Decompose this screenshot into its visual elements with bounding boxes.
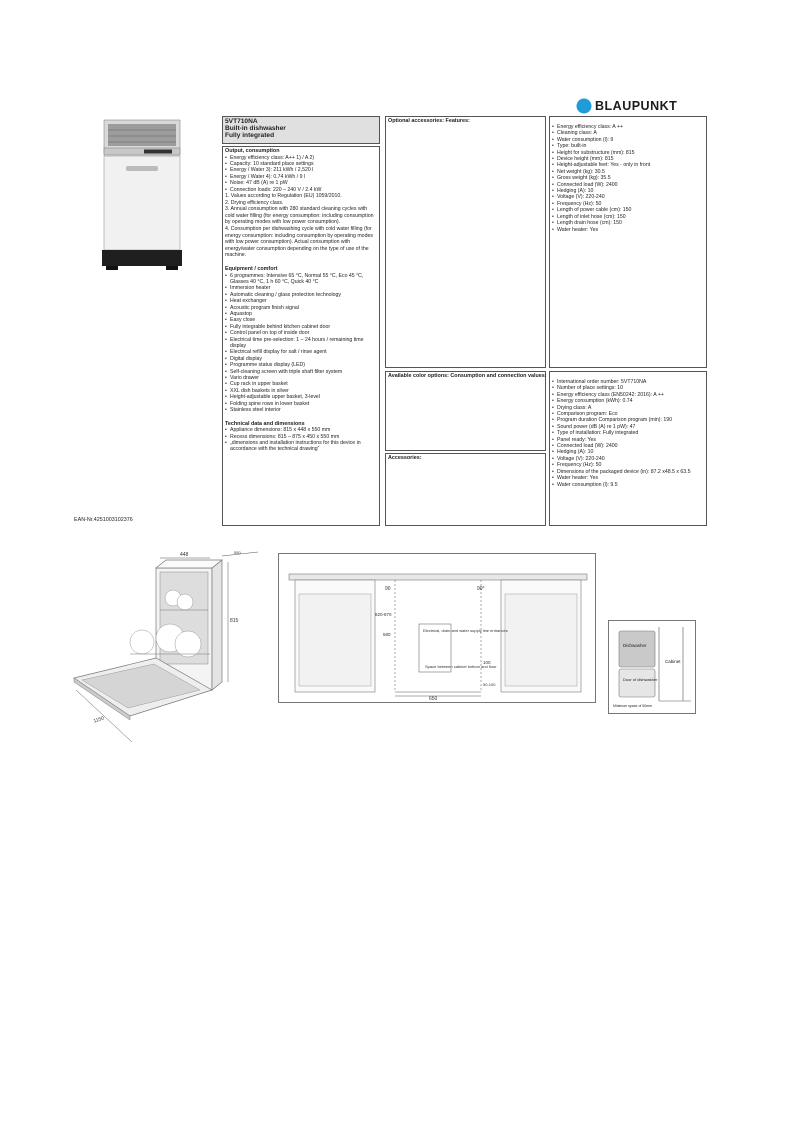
list-item: • Connected load (W): 2400 [552, 443, 704, 449]
technical-list [225, 427, 377, 453]
dim-depth-open-label: 1150 [92, 715, 105, 725]
list-item: • Dimensions of the packaged device (in): 87.2 x48.5 x 63.5 [552, 469, 704, 475]
dim-height-label: 815 [230, 618, 239, 624]
dim-650-label: 650 [429, 696, 438, 702]
list-item: • Water heater: Yes [552, 227, 704, 233]
list-item: • 6 programmes: Intensive 65 °C, Normal 55 °C, Eco 45 °C, Glasses 40 °C, 1 h 60 °C, Quick 40 °C [225, 273, 377, 286]
list-item: • Frequency (Hz): 50 [552, 462, 704, 468]
list-item: • Cup rack in upper basket [225, 381, 377, 387]
values-list [552, 379, 704, 488]
list-item: • Cleaning class: A [552, 130, 704, 136]
output-list [225, 155, 377, 193]
list-item: • Stainless steel interior [225, 407, 377, 413]
list-item: • Noise: 47 dB (A) re 1 pW [225, 180, 377, 186]
list-item: • Easy close [225, 317, 377, 323]
list-item: • Program duration Comparison program (min): 190 [552, 417, 704, 423]
list-item: • Length of inlet hose (cm): 150 [552, 214, 704, 220]
list-item: • Vario drawer [225, 375, 377, 381]
list-item: • Type: built-in [552, 143, 704, 149]
list-item: • Water heater: Yes [552, 475, 704, 481]
list-item: • Connection loads: 220 – 240 V / 2.4 kW [225, 187, 377, 193]
entrance-note [423, 628, 508, 633]
brand-logo [576, 96, 677, 116]
list-item: • Appliance dimensions: 815 x 448 x 550 mm [225, 427, 377, 433]
list-item: • Connected load (W): 2400 [552, 182, 704, 188]
list-item: • Energy / Water 3): 211 kWh / 2,520 l [225, 167, 377, 173]
angle-left-label: 90 [385, 586, 391, 592]
ean-number: EAN-Nr.4251003102376 [74, 517, 133, 523]
brand-name: BLAUPUNKT [595, 99, 678, 113]
list-item: • Heat exchanger [225, 298, 377, 304]
angle-right-label: 90° [477, 586, 485, 592]
list-item: • Water consumption (l): 9 [552, 137, 704, 143]
list-item: • Net weight (kg): 30.5 [552, 169, 704, 175]
list-item: • Number of place settings: 10 [552, 385, 704, 391]
list-item: • Fully integrable behind kitchen cabinet door [225, 324, 377, 330]
consumption-values-box [549, 371, 707, 526]
brand-logo-icon [576, 98, 592, 114]
list-item: • Control panel on top of inside door [225, 330, 377, 336]
dishwasher-label: Dishwasher [623, 643, 647, 648]
product-type: Built-in dishwasher [225, 125, 286, 133]
list-item: • Automatic cleaning / glass protection technology [225, 292, 377, 298]
list-item: • Panel ready: Yes [552, 437, 704, 443]
technical-title: Technical data and dimensions [225, 420, 305, 427]
note: 1. Values according to Regulation (EU) 1059/2010. [225, 193, 342, 200]
list-item: • Electrical time pre-selection: 1 – 24 hours / remaining time display [225, 337, 377, 350]
list-item: • Water consumption (l): 9.5 [552, 482, 704, 488]
equipment-title: Equipment / comfort [225, 265, 278, 272]
list-item: • „dimensions and installation instructions for this device in accordance with the technical drawing“ [225, 440, 377, 453]
entrance-note-text: Electrical, drain and water supply line entrances [423, 628, 508, 633]
list-item: • Voltage (V): 220-240 [552, 194, 704, 200]
list-item: • Energy efficiency class: A++ 1) / A 2) [225, 155, 377, 161]
list-item: • Comparison program: Eco [552, 411, 704, 417]
product-subtype: Fully integrated [225, 132, 275, 140]
specs-box [222, 146, 380, 526]
note: 3. Annual consumption with 280 standard cleaning cycles with cold water filling (for energy consumption: including consumption by operating modes with low power consumption). [225, 206, 374, 226]
cabinet-label: Cabinet [665, 659, 681, 664]
dim-50-label: 50-100 [483, 682, 496, 687]
door-label: Door of dishwasher [623, 677, 658, 682]
optional-title: Optional accessories: Features: [388, 118, 470, 124]
list-item: • Energy efficiency class: A ++ [552, 124, 704, 130]
list-item: • Height-adjustable feet: Yes - only in front [552, 162, 704, 168]
dim-width-label: 448 [180, 552, 189, 558]
list-item: • Capacity: 10 standard place settings [225, 161, 377, 167]
available-title: Available color options: Consumption and connection values: [388, 373, 547, 379]
list-item: • Recess dimensions: 815 – 875 x 450 x 550 mm [225, 434, 377, 440]
accessories-box [385, 453, 546, 526]
list-item: • Length of power cable (cm): 150 [552, 207, 704, 213]
model-number: 5VT710NA [225, 118, 258, 125]
color-options-box [385, 371, 546, 451]
height-range-label: 820-870 [375, 612, 392, 617]
list-item: • Programme status display (LED) [225, 362, 377, 368]
list-item: • Energy efficiency class (EN50242: 2016): A ++ [552, 392, 704, 398]
list-item: • Immersion heater [225, 285, 377, 291]
note: 2. Drying efficiency class. [225, 199, 284, 206]
list-item: • Height for substructure (mm): 815 [552, 150, 704, 156]
list-item: • Acoustic program finish signal [225, 305, 377, 311]
model-header-box [222, 116, 380, 144]
list-item: • Self-cleaning screen with triple shaft filter system [225, 369, 377, 375]
list-item: • Folding spine rows in lower basket [225, 401, 377, 407]
list-item: • Drying class: A [552, 405, 704, 411]
features-list [552, 124, 704, 233]
list-item: • Voltage (V): 220-240 [552, 456, 704, 462]
list-item: • Height-adjustable upper basket, 3-level [225, 394, 377, 400]
list-item: • Device height (mm): 815 [552, 156, 704, 162]
dishwasher-dimension-drawing [70, 550, 280, 748]
list-item: • Aquastop [225, 311, 377, 317]
list-item: • Frequency (Hz): 50 [552, 201, 704, 207]
list-item: • Energy / Water 4): 0.74 kWh / 9 l [225, 174, 377, 180]
installation-drawing [278, 553, 596, 703]
list-item: • Digital display [225, 356, 377, 362]
output-title: Output, consumption [225, 148, 280, 154]
list-item: • International order number: 5VT710NA [552, 379, 704, 385]
dim-depth-label: 550 [234, 550, 241, 555]
product-photo [96, 116, 188, 274]
dim-100-label: 100 [483, 660, 491, 665]
space-note: Space between cabinet bottom and floor [425, 664, 497, 669]
side-view-drawing [608, 620, 696, 714]
note: 4. Consumption per dishwashing cycle with cold water filling (for energy consumption: including consumption by operating modes with low power consumption). Actual consumption with energy/water consumption depending on the type of use of the machine. [225, 226, 373, 259]
list-item: • Length drain hose (cm): 150 [552, 220, 704, 226]
list-item: • Electrical refill display for salt / rinse agent [225, 349, 377, 355]
equipment-list [225, 273, 377, 414]
list-item: • Hedging (A): 10 [552, 449, 704, 455]
optional-accessories-box [385, 116, 546, 368]
dim-580-label: 580 [383, 632, 391, 637]
features-box [549, 116, 707, 368]
list-item: • Energy consumption (kWh): 0.74 [552, 398, 704, 404]
list-item: • Hedging (A): 10 [552, 188, 704, 194]
minspace-label: Minimum space of 50mm [613, 704, 653, 708]
list-item: • Type of installation: Fully integrated [552, 430, 704, 436]
accessories-title: Accessories: [388, 455, 422, 461]
list-item: • XXL dish baskets in silver [225, 388, 377, 394]
list-item: • Sound power (dB (A) re 1 pW): 47 [552, 424, 704, 430]
list-item: • Gross weight (kg): 35.5 [552, 175, 704, 181]
